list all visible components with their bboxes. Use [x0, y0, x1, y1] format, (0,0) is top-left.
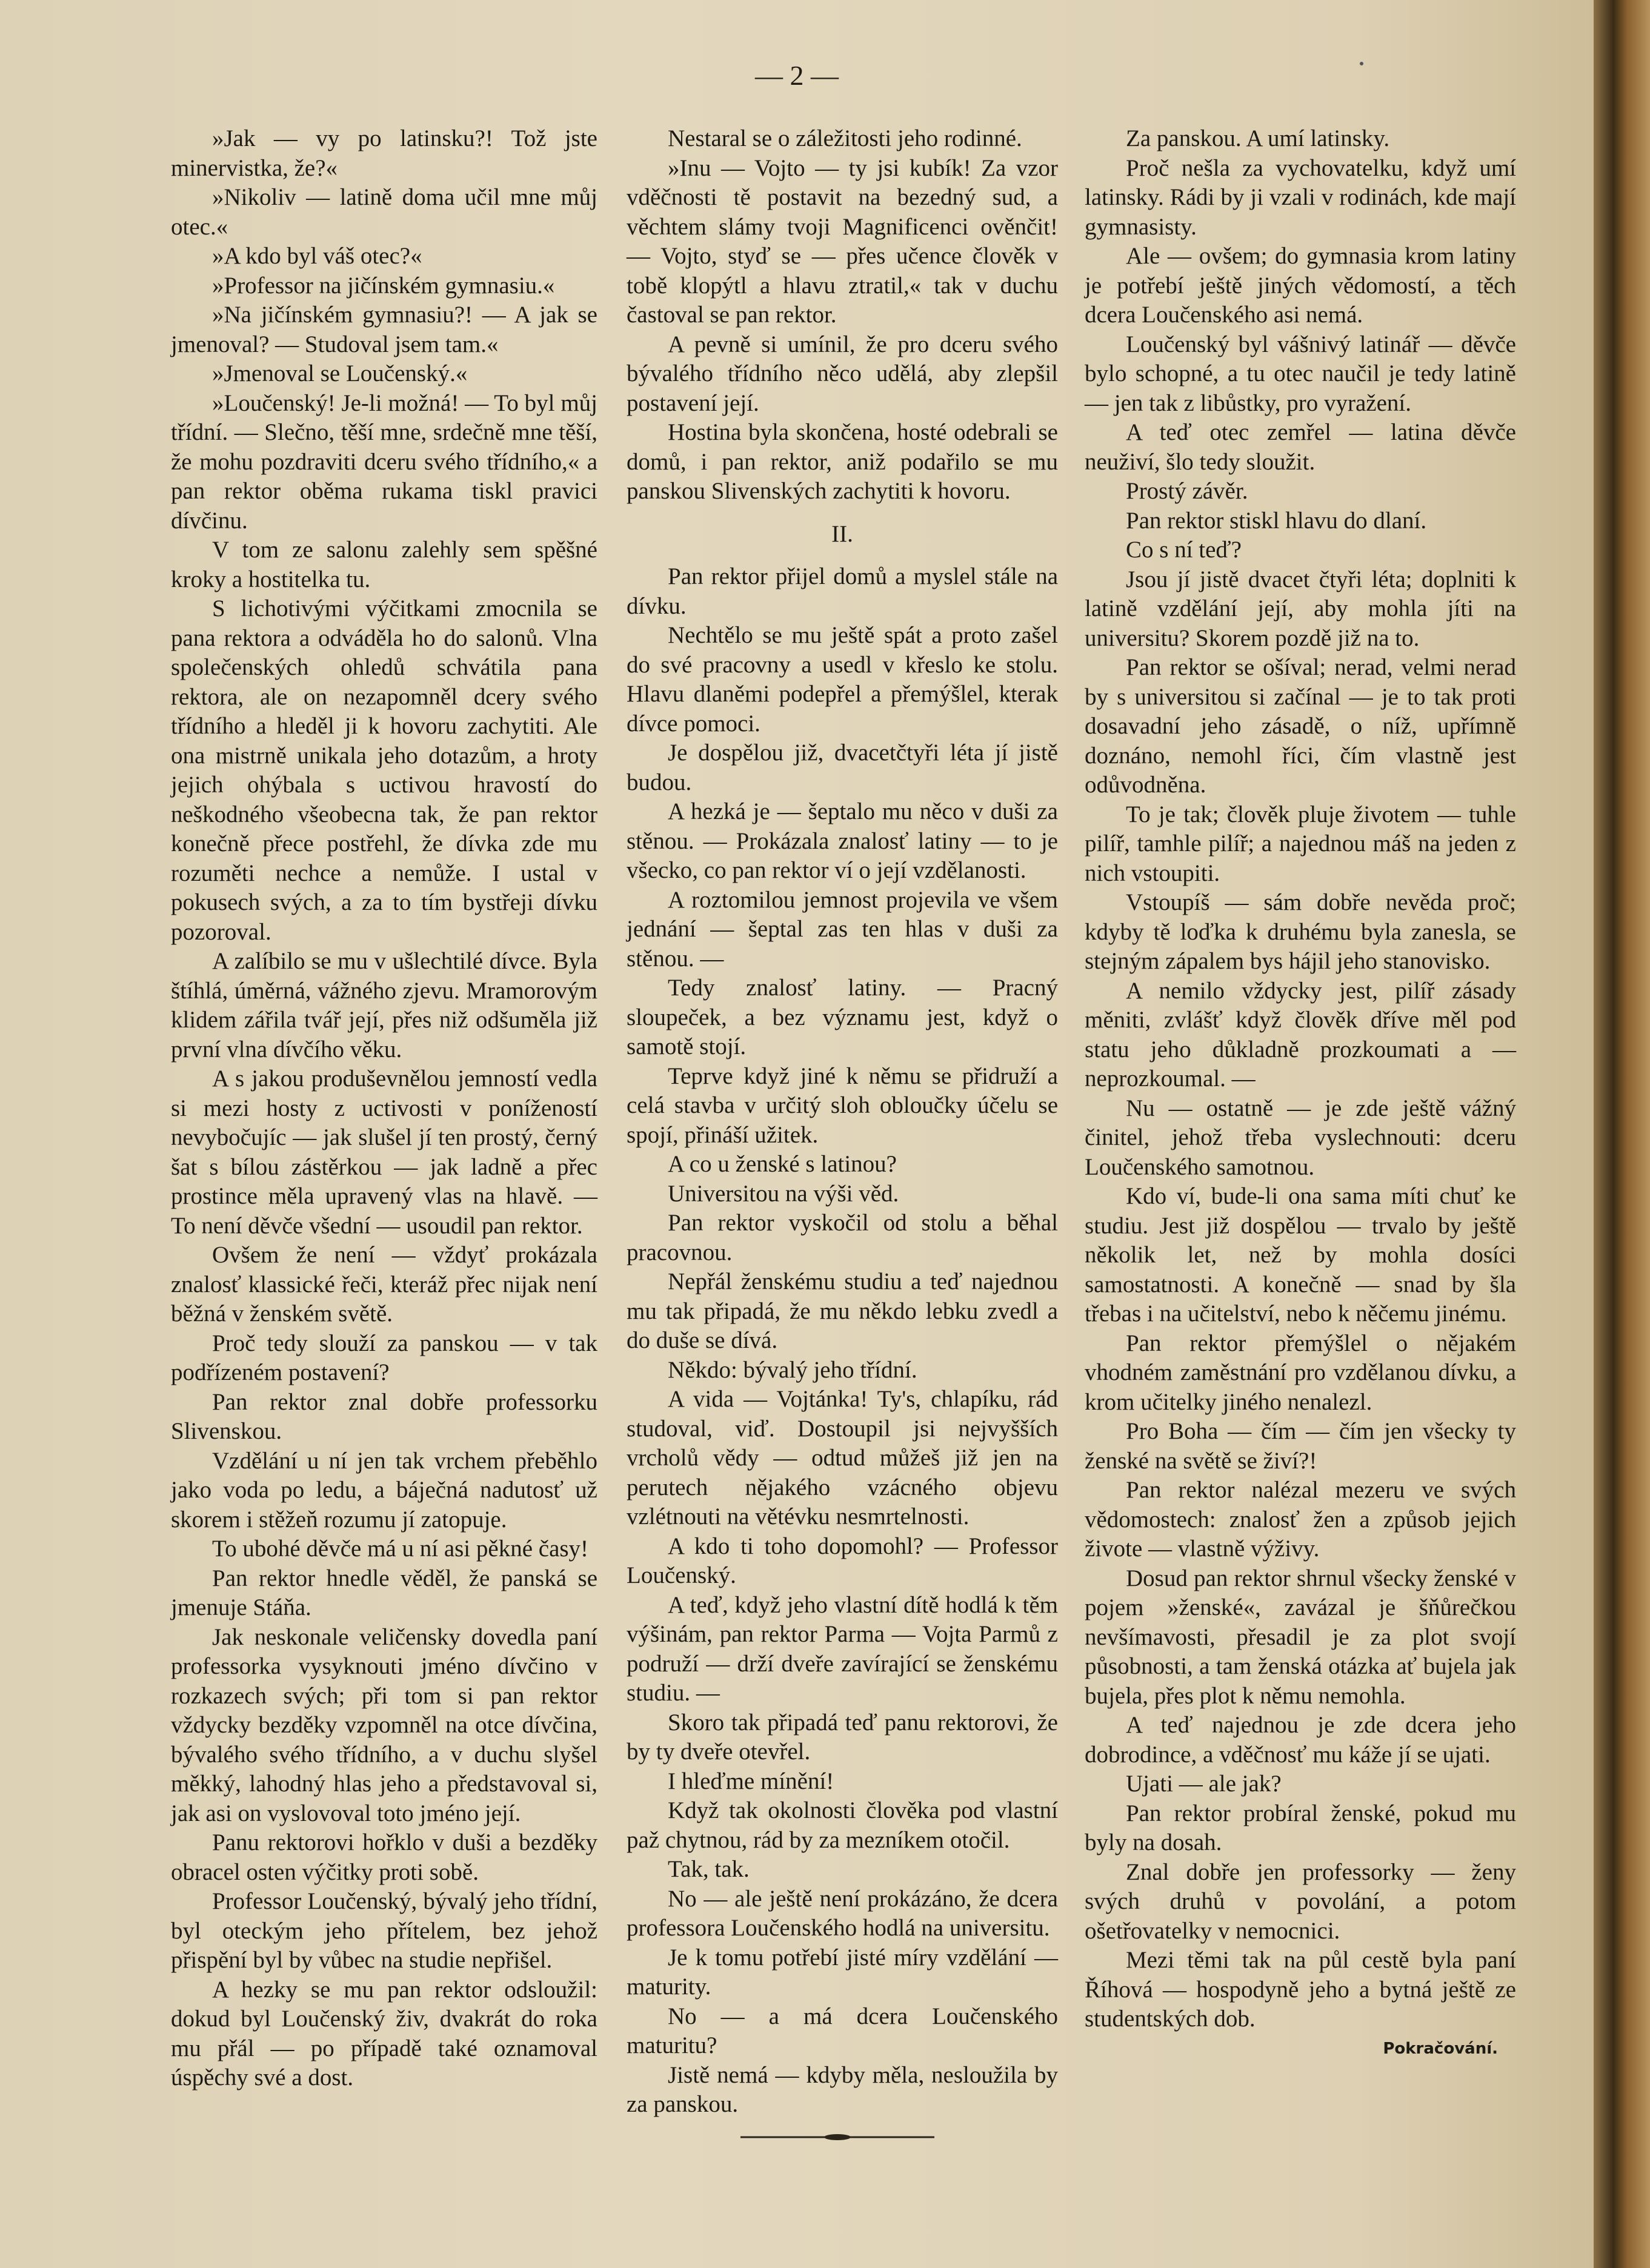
paragraph: Pan rektor přijel domů a myslel stále na dívku.: [627, 563, 1058, 619]
paragraph: A teď, když jeho vlastní dítě hodlá k těm výšinám, pan rektor Parma — Vojta Parmů z podruží — drží dveře zavírající se ženskému studiu. —: [627, 1591, 1058, 1706]
paragraph: Kdo ví, bude-li ona sama míti chuť ke studiu. Jest již dospělou — trvalo by ještě několik let, než by mohla dosíci samostatnosti. A konečně — snad by šla třebas i na učitelství, nebo k něčemu jinému.: [1085, 1183, 1516, 1327]
paragraph: S lichotivými výčitkami zmocnila se pana rektora a odváděla ho do salonů. Vlna společenských ohledů schvátila pana rektora, ale on nezapomněl dcery svého třídního a hleděl ji k hovoru zachytiti. Ale ona mistrně unikala jeho dotazům, a hroty jejich ohýbala s uctivou hravostí do neškodného všeobecna tak, že pan rektor konečně přece postřehl, že dívka zde mu rozuměti nechce a nemůže. I ustal v pokusech svých, a za to tím bystřeji dívku pozoroval.: [171, 595, 597, 945]
paragraph: Nestaral se o záležitosti jeho rodinné.: [668, 125, 1022, 151]
paragraph: Pan rektor probíral ženské, pokud mu byly na dosah.: [1085, 1800, 1516, 1855]
paragraph: A hezky se mu pan rektor odsloužil: dokud byl Loučenský živ, dvakrát do roka mu přál — po případě také oznamoval úspěchy své a dost.: [171, 1976, 597, 2091]
paragraph: »Inu — Vojto — ty jsi kubík! Za vzor vděčnosti tě postavit na bezedný sud, a věchtem slámy tvoji Magnificenci ověnčit! — Vojto, styď se — přes učence člověk v tobě klopýtl a hlavu ztratil,« tak v duchu častoval se pan rektor.: [627, 154, 1058, 328]
paragraph: A kdo ti toho dopomohl? — Professor Loučenský.: [627, 1533, 1058, 1588]
paragraph: Pan rektor stiskl hlavu do dlaní.: [1126, 507, 1427, 534]
section-heading: II.: [831, 520, 853, 547]
paragraph: Loučenský byl vášnivý latinář — děvče bylo schopné, a tu otec naučil je tedy latině — jen tak z libůstky, pro vyražení.: [1085, 331, 1516, 416]
paragraph: Ovšem že není — vždyť prokázala znalosť klassické řeči, kteráž přec nijak není běžná v ženském světě.: [171, 1242, 597, 1327]
paragraph: No — a má dcera Loučenského maturitu?: [627, 2003, 1058, 2058]
paragraph: Pan rektor hnedle věděl, že panská se jmenuje Stáňa.: [171, 1565, 597, 1620]
paragraph: To je tak; člověk pluje životem — tuhle pilíř, tamhle pilíř; a najednou máš na jeden z nich vstoupiti.: [1085, 801, 1516, 886]
paragraph: Tak, tak.: [668, 1856, 750, 1882]
paragraph: A s jakou produševnělou jemností vedla si mezi hosty z uctivosti v ponížeností nevybočujíc — jak slušel jí ten prostý, černý šat s bílou zástěrkou — jak ladně a přec prostince měla upravený vlas na hlavě. — To není děvče všední — usoudil pan rektor.: [171, 1066, 597, 1239]
book-spine: [1594, 0, 1650, 2268]
paragraph: Tedy znalosť latiny. — Pracný sloupeček, a bez významu jest, když o samotě stojí.: [627, 975, 1058, 1059]
paragraph: »Loučenský! Je-li možná! — To byl můj třídní. — Slečno, těší mne, srdečně mne těší, že mohu pozdraviti dceru svého třídního,« a pan rektor oběma rukama tiskl pravici dívčinu.: [171, 390, 597, 534]
paragraph: A teď najednou je zde dcera jeho dobrodince, a vděčnosť mu káže jí se ujati.: [1085, 1712, 1516, 1768]
paragraph: Jsou jí jistě dvacet čtyři léta; doplniti k latině vzdělání její, aby mohla jíti na universitu? Skorem pozdě již na to.: [1085, 566, 1516, 651]
paragraph: Pan rektor nalézal mezeru ve svých vědomostech: znalosť žen a způsob jejich živote — vlastně výživy.: [1085, 1477, 1516, 1562]
column-middle: [627, 124, 1058, 2120]
paragraph: Prostý závěr.: [1126, 478, 1248, 504]
paragraph: V tom ze salonu zalehly sem spěšné kroky a hostitelka tu.: [171, 537, 597, 592]
column-right: [1085, 124, 1516, 2063]
paragraph: Za panskou. A umí latinsky.: [1126, 125, 1390, 151]
paragraph: To ubohé děvče má u ní asi pěkné časy!: [212, 1536, 589, 1562]
paragraph: Pan rektor vyskočil od stolu a běhal pracovnou.: [627, 1210, 1058, 1265]
paragraph: Pro Boha — čím — čím jen všecky ty ženské na světě se živí?!: [1085, 1418, 1516, 1474]
paragraph: Pan rektor se ošíval; nerad, velmi nerad by s universitou si začínal — je to tak proti dosavadní jeho zásadě, o níž, upřímně doznáno, nemohl říci, čím vlastně jest odůvodněna.: [1085, 654, 1516, 798]
paragraph: A co u ženské s latinou?: [668, 1151, 897, 1177]
page-number: — 2 —: [755, 60, 839, 91]
paragraph: »Jmenoval se Loučenský.«: [212, 360, 468, 386]
column-left: [171, 124, 597, 2093]
paragraph: Nepřál ženskému studiu a teď najednou mu tak připadá, že mu někdo lebku zvedl a do duše se dívá.: [627, 1268, 1058, 1353]
paragraph: Proč tedy slouží za panskou — v tak podřízeném postavení?: [171, 1330, 597, 1385]
paragraph: Někdo: bývalý jeho třídní.: [668, 1356, 917, 1383]
paragraph: Nechtělo se mu ještě spát a proto zašel do své pracovny a usedl v křeslo ke stolu. Hlavu dlaněmi podepřel a přemýšlel, kterak dívce pomoci.: [627, 622, 1058, 737]
paragraph: Ujati — ale jak?: [1126, 1771, 1282, 1797]
paragraph: »Jak — vy po latinsku?! Tož jste minervistka, že?«: [171, 125, 597, 181]
paragraph: Proč nešla za vychovatelku, když umí latinsky. Rádi by ji vzali v rodinách, kde mají gymnasisty.: [1085, 154, 1516, 240]
paragraph: Ale — ovšem; do gymnasia krom latiny je potřebí ještě jiných vědomostí, a těch dcera Loučenského asi nemá.: [1085, 243, 1516, 328]
paragraph: No — ale ještě není prokázáno, že dcera professora Loučenského hodlá na universitu.: [627, 1885, 1058, 1941]
paragraph: Teprve když jiné k němu se přidruží a celá stavba v určitý sloh obloučky účelu se spojí, přináší užitek.: [627, 1063, 1058, 1148]
end-ornament: [740, 2134, 934, 2141]
paragraph: Vstoupíš — sám dobře nevěda proč; kdyby tě loďka k druhému byla zanesla, se stejným zápalem bys hájil jeho stanovisko.: [1085, 889, 1516, 974]
paragraph: Panu rektorovi hořklo v duši a bezděky obracel osten výčitky proti sobě.: [171, 1829, 597, 1885]
paragraph: Co s ní teď?: [1126, 537, 1242, 563]
paragraph: Professor Loučenský, bývalý jeho třídní, byl oteckým jeho přítelem, bez jehož přispění byl by vůbec na studie nepřišel.: [171, 1888, 597, 1973]
paragraph: »Na jičínském gymnasiu?! — A jak se jmenoval? — Studoval jsem tam.«: [171, 302, 597, 357]
paragraph: »A kdo byl váš otec?«: [212, 243, 422, 269]
paragraph: A roztomilou jemnost projevila ve všem jednání — šeptal zas ten hlas v duši za stěnou. —: [627, 886, 1058, 972]
paragraph: Když tak okolnosti člověka pod vlastní paž chytnou, rád by za mezníkem otočil.: [627, 1797, 1058, 1853]
paragraph: »Nikoliv — latině doma učil mne můj otec.«: [171, 184, 597, 240]
paragraph: Mezi těmi tak na půl cestě byla paní Říhová — hospodyně jeho a bytná ještě ze studentských dob.: [1085, 1947, 1516, 2032]
paragraph: Je dospělou již, dvacetčtyři léta jí jistě budou.: [627, 740, 1058, 795]
paragraph: Pan rektor znal dobře professorku Slivenskou.: [171, 1388, 597, 1444]
paragraph: »Professor na jičínském gymnasiu.«: [212, 272, 555, 299]
paragraph: Jistě nemá — kdyby měla, nesloužila by za panskou.: [627, 2061, 1058, 2117]
paragraph: Nu — ostatně — je zde ještě vážný činitel, jehož třeba vyslechnouti: dceru Loučenského samotnou.: [1085, 1095, 1516, 1180]
paragraph: Hostina byla skončena, hosté odebrali se domů, i pan rektor, aniž podařilo se mu panskou Slivenských zachytiti k hovoru.: [627, 419, 1058, 504]
continued-note: Pokračování.: [1383, 2039, 1498, 2058]
paragraph: A pevně si umínil, že pro dceru svého bývalého třídního něco udělá, aby zlepšil postavení její.: [627, 331, 1058, 416]
paragraph: A zalíbilo se mu v ušlechtilé dívce. Byla štíhlá, úměrná, vážného zjevu. Mramorovým klidem zářila tvář její, přes niž odšuměla již první vlna dívčího věku.: [171, 948, 597, 1063]
paragraph: Vzdělání u ní jen tak vrchem přeběhlo jako voda po ledu, a báječná nadutosť už skorem i stěžeň rozumu jí zatopuje.: [171, 1447, 597, 1533]
paragraph: Skoro tak připadá teď panu rektorovi, že by ty dveře otevřel.: [627, 1709, 1058, 1765]
paragraph: Znal dobře jen professorky — ženy svých druhů v povolání, a potom ošetřovatelky v nemocnici.: [1085, 1858, 1516, 1944]
paragraph: Pan rektor přemýšlel o nějakém vhodném zaměstnání pro vzdělanou dívku, a krom učitelky jiného nenalezl.: [1085, 1330, 1516, 1415]
paragraph: A teď otec zemřel — latina děvče neuživí, šlo tedy sloužit.: [1085, 419, 1516, 475]
paragraph: I hleďme mínění!: [668, 1768, 834, 1794]
paragraph: Jak neskonale veličensky dovedla paní professorka vysyknouti jméno dívčino v rozkazech svých; při tom si pan rektor vždycky bezděky vzpomněl na otce dívčina, bývalého svého třídního, a v duchu slyšel měkký, lahodný hlas jeho a představoval si, jak asi on vyslovoval toto jméno její.: [171, 1623, 597, 1826]
paragraph: Dosud pan rektor shrnul všecky ženské v pojem »ženské«, zavázal je šňůrečkou nevšímavosti, přesadil je za plot svojí působnosti, a tam ženská otázka ať bujela jak bujela, přes plot k němu nemohla.: [1085, 1565, 1516, 1709]
ink-speck: [1360, 62, 1363, 65]
paragraph: A hezká je — šeptalo mu něco v duši za stěnou. — Prokázala znalosť latiny — to je všecko, co pan rektor ví o její vzdělanosti.: [627, 798, 1058, 883]
paragraph: A vida — Vojtánka! Ty's, chlapíku, rád studoval, viď. Dostoupil jsi nejvyšších vrcholů vědy — odtud můžeš již jen na perutech nějakého vzácného objevu vzlétnouti na větévku nesmrtelnosti.: [627, 1386, 1058, 1530]
paragraph: Universitou na výši věd.: [668, 1180, 899, 1207]
paragraph: A nemilo vždycky jest, pilíř zásady měniti, zvlášť když člověk dříve měl pod statu jeho důkladně prozkoumati a — neprozkoumal. —: [1085, 977, 1516, 1092]
paragraph: Je k tomu potřebí jisté míry vzdělání — maturity.: [627, 1944, 1058, 2000]
